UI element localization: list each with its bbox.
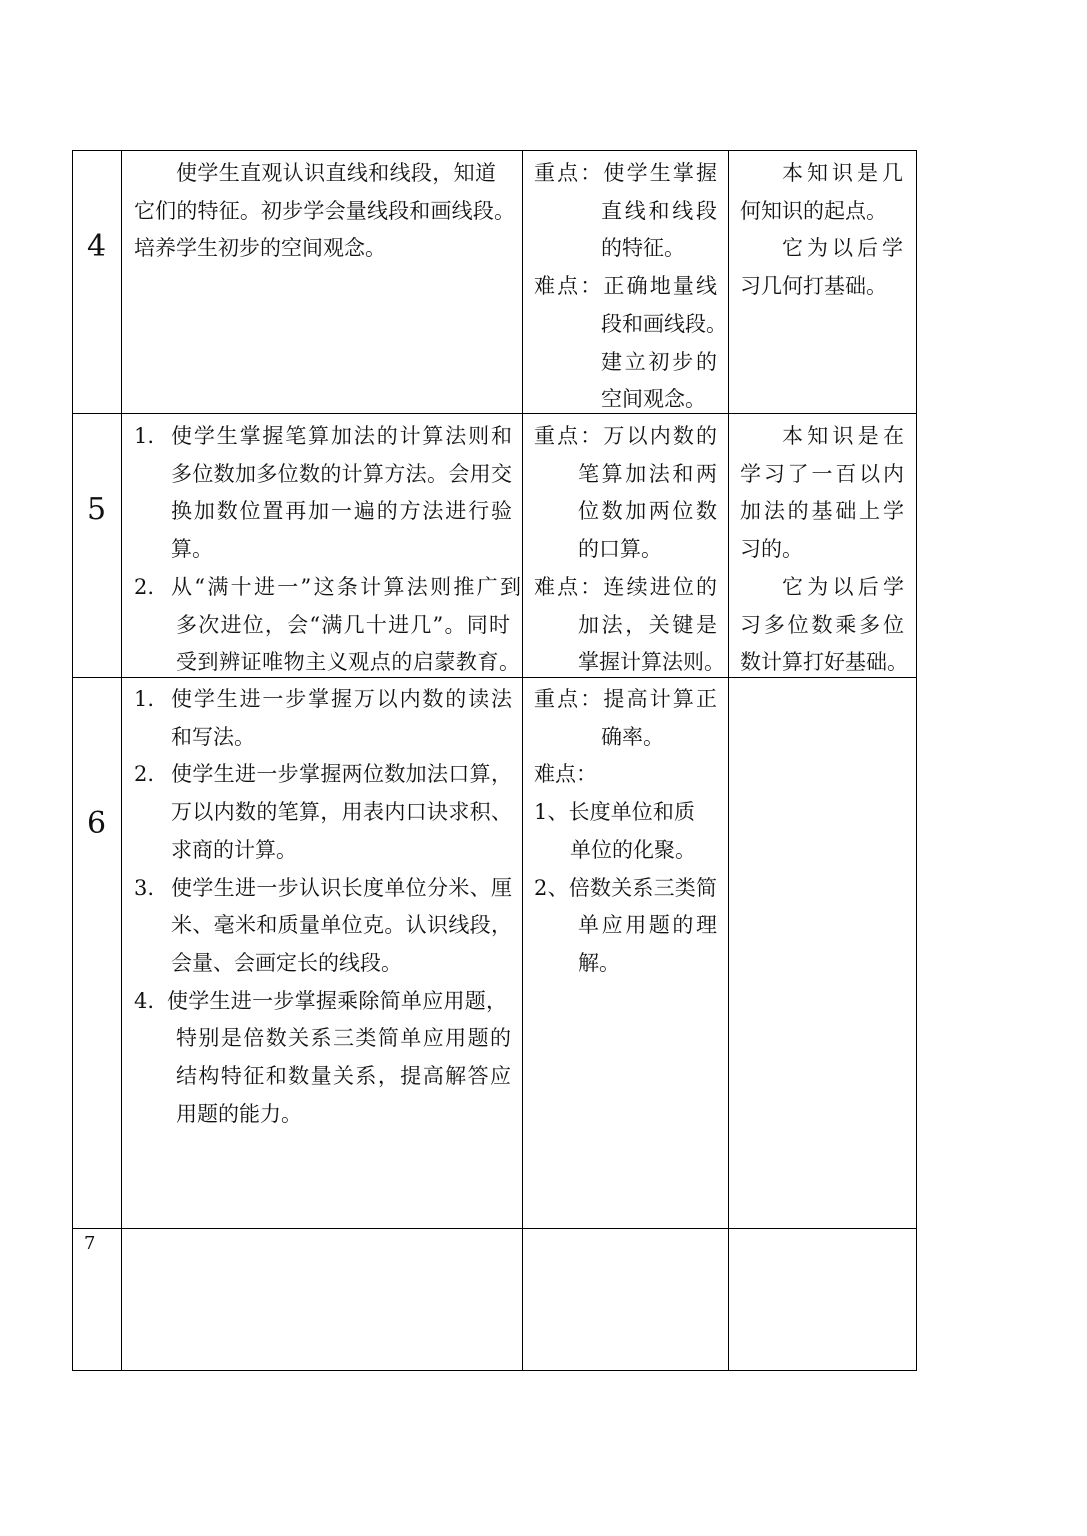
text-line: 空间观念。 xyxy=(601,387,706,412)
text-line: 结构特征和数量关系，提高解答应 xyxy=(176,1064,511,1089)
objective-cell xyxy=(134,155,514,268)
text-line: 受到辨证唯物主义观点的启蒙教育。 xyxy=(176,650,520,675)
text-line: 使学生进一步掌握两位数加法口算， xyxy=(171,762,512,787)
text-line: 和写法。 xyxy=(171,724,255,749)
key-point-label: 重点：提高计算正 xyxy=(534,687,717,711)
note-cell xyxy=(740,418,912,682)
text-line: 多次进位，会“满几十进几”。同时 xyxy=(176,612,510,637)
text-line: 用题的能力。 xyxy=(176,1101,302,1126)
text-line: 它为以后学 xyxy=(782,236,903,261)
text-line: 直线和线段 xyxy=(601,198,717,223)
text-line: 掌握计算法则。 xyxy=(578,650,725,675)
list-marker: 2. xyxy=(134,762,155,787)
list-item xyxy=(134,983,520,1134)
table-rule xyxy=(72,150,917,151)
text-line: 的口算。 xyxy=(578,537,662,562)
text-line: 习的。 xyxy=(740,537,803,562)
list-marker: 4. xyxy=(134,988,155,1013)
list-item xyxy=(134,870,520,983)
schedule-table xyxy=(72,150,917,1371)
text-line: 位数加两位数 xyxy=(578,499,717,524)
row-number: 7 xyxy=(84,1233,96,1254)
table-rule xyxy=(72,150,73,1371)
note-cell xyxy=(740,155,910,306)
key-difficulty-cell xyxy=(534,418,724,682)
objective-cell xyxy=(134,681,520,1133)
text-line: 求商的计算。 xyxy=(171,837,297,862)
text-line: 使学生进一步掌握万以内数的读法 xyxy=(171,687,512,711)
row-number: 5 xyxy=(86,492,107,527)
list-marker: 3. xyxy=(134,875,155,900)
table-rule xyxy=(72,1370,917,1371)
key-point-label: 重点：万以内数的 xyxy=(534,424,717,448)
row-number: 4 xyxy=(86,229,107,264)
text-line: 解。 xyxy=(578,950,620,975)
table-rule xyxy=(121,150,122,1371)
list-item xyxy=(134,418,520,569)
text-line: 单应用题的理 xyxy=(578,913,717,938)
text-line: 特别是倍数关系三类简单应用题的 xyxy=(176,1026,511,1051)
text-line: 米、毫米和质量单位克。认识线段， xyxy=(171,913,512,938)
key-difficulty-cell xyxy=(534,155,727,419)
list-marker: 1. xyxy=(134,687,155,711)
text-line: 使学生进一步掌握乘除简单应用题， xyxy=(167,988,507,1013)
text-line: 万以内数的笔算，用表内口诀求积、 xyxy=(171,800,512,825)
difficulty-label: 难点：连续进位的 xyxy=(534,574,717,599)
text-line: 学习了一百以内 xyxy=(740,461,904,486)
list-item xyxy=(134,756,520,869)
text-line: 何知识的起点。 xyxy=(740,198,887,223)
text-line: 加法的基础上学 xyxy=(740,499,904,524)
text-line: 建立初步的 xyxy=(601,349,717,374)
key-point-label: 重点：使学生掌握 xyxy=(534,161,717,185)
text-line: 2、倍数关系三类简 xyxy=(534,875,717,900)
text-line: 单位的化聚。 xyxy=(570,837,696,862)
text-line: 它为以后学 xyxy=(782,574,904,599)
text-line: 多位数加多位数的计算方法。会用交 xyxy=(171,461,512,486)
text-line: 的特征。 xyxy=(601,236,685,261)
table-rule xyxy=(728,150,729,1371)
key-difficulty-cell xyxy=(534,681,724,983)
text-line: 数计算打好基础。 xyxy=(740,650,908,675)
text-line: 1、长度单位和质 xyxy=(534,800,695,825)
list-marker: 1. xyxy=(134,424,155,448)
text-line: 段和画线段。 xyxy=(601,311,727,336)
text-line: 加法，关键是 xyxy=(578,612,717,637)
table-rule xyxy=(522,150,523,1371)
text-line: 本知识是几 xyxy=(782,161,903,185)
text-line: 本知识是在 xyxy=(782,424,904,448)
list-marker: 2. xyxy=(134,574,155,599)
list-item xyxy=(134,681,520,756)
text-line: 确率。 xyxy=(601,724,664,749)
text-line: 培养学生初步的空间观念。 xyxy=(134,236,386,261)
table-rule xyxy=(916,150,917,1371)
text-line: 习多位数乘多位 xyxy=(740,612,904,637)
difficulty-label: 难点：正确地量线 xyxy=(534,274,717,299)
table-rule xyxy=(72,1228,917,1229)
text-line: 使学生掌握笔算加法的计算法则和 xyxy=(171,424,512,448)
list-item xyxy=(134,569,520,682)
text-line: 算。 xyxy=(171,537,213,562)
text-line: 使学生进一步认识长度单位分米、厘 xyxy=(171,875,512,900)
text-line: 从“满十进一”这条计算法则推广到 xyxy=(171,574,521,599)
text-line: 使学生直观认识直线和线段，知道 xyxy=(176,161,496,185)
text-line: 习几何打基础。 xyxy=(740,274,887,299)
difficulty-label: 难点： xyxy=(534,762,597,787)
text-line: 会量、会画定长的线段。 xyxy=(171,950,402,975)
text-line: 笔算加法和两 xyxy=(578,461,717,486)
text-line: 它们的特征。初步学会量线段和画线段。 xyxy=(134,198,515,223)
objective-cell xyxy=(134,418,520,682)
text-line: 换加数位置再加一遍的方法进行验 xyxy=(171,499,512,524)
row-number: 6 xyxy=(86,806,107,841)
table-rule xyxy=(72,413,917,414)
